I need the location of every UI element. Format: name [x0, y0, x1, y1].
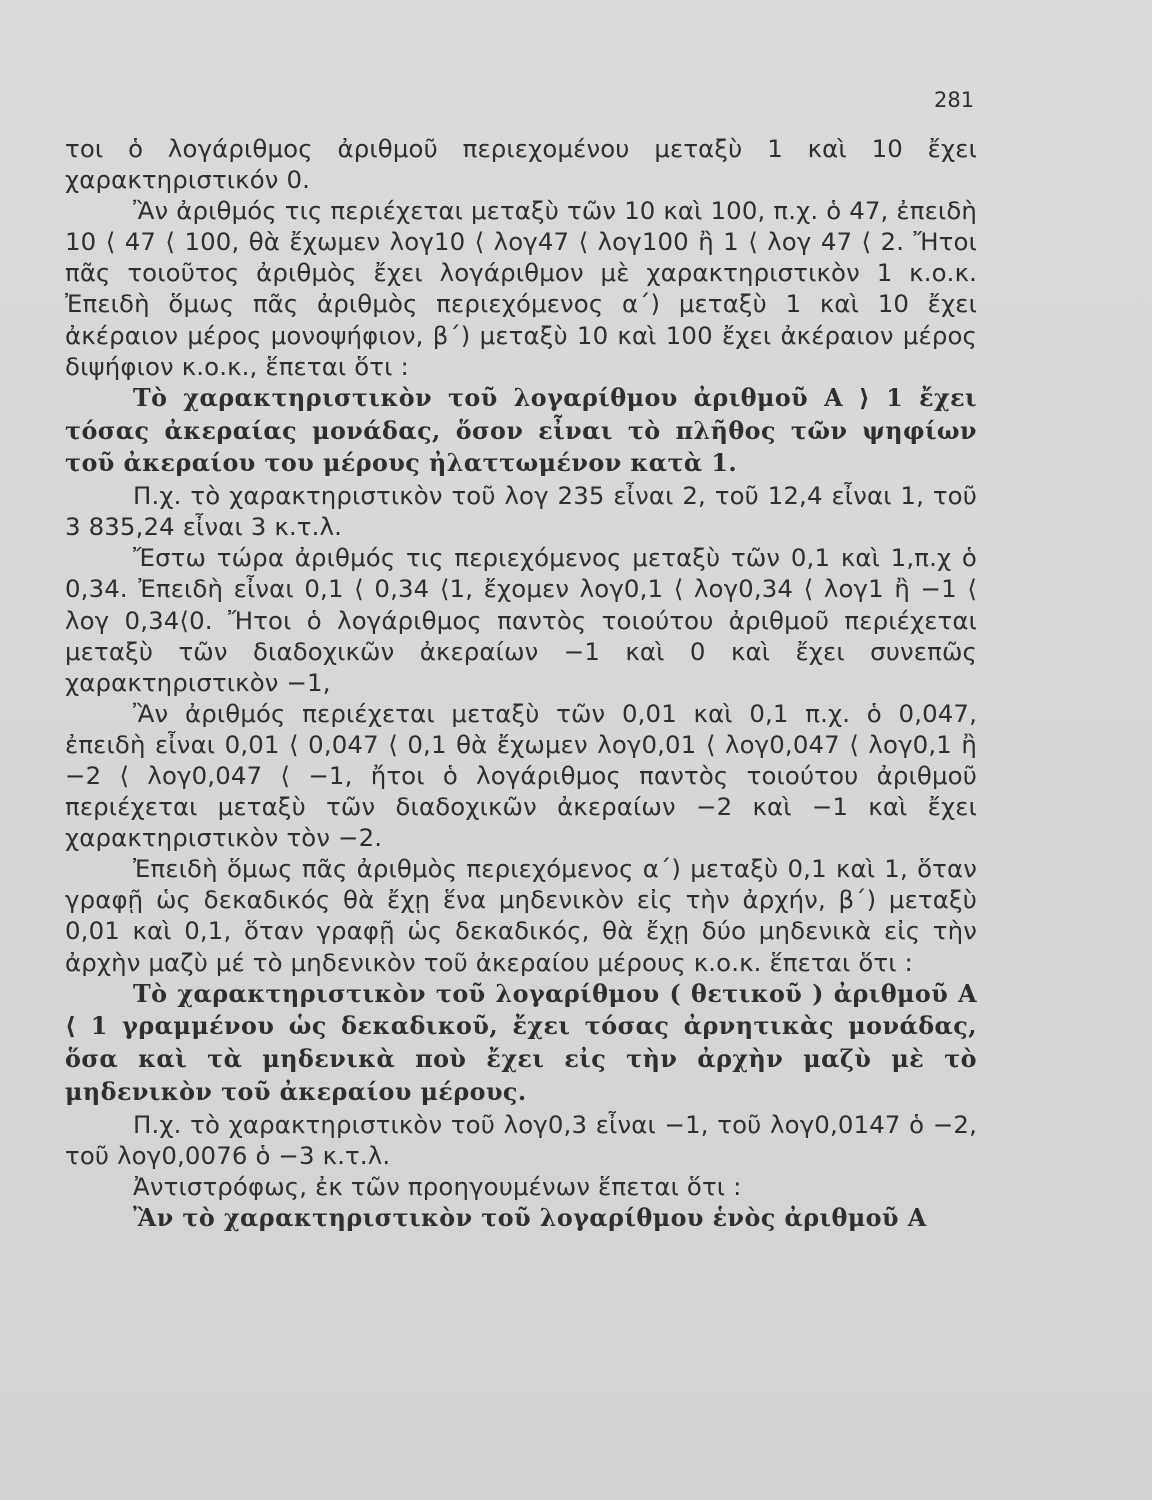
paragraph-conversely: Ἀντιστρόφως, ἐκ τῶν προηγουμένων ἕπεται ὅτι :	[133, 1172, 742, 1202]
example-negative: Π.χ. τὸ χαρακτηριστικὸν τοῦ λογ0,3 εἶναι −1, τοῦ λογ0,0147 ὁ −2, τοῦ λογ0,0076 ὁ −3 κ.τ.λ.	[65, 1109, 977, 1170]
paragraph-decimal-zeros: Ἐπειδὴ ὅμως πᾶς ἀριθμὸς περιεχόμενος α΄) μεταξὺ 0,1 καὶ 1, ὅταν γραφῇ ὡς δεκαδικός θὰ ἔχῃ ἕνα μηδενικὸν εἰς τὴν ἀρχήν, β΄) μεταξὺ 0,01 καὶ 0,1, ὅταν γραφῇ ὡς δεκαδικός, θὰ ἔχῃ δύο μηδενικὰ εἰς τὴν ἀρχὴν μαζὺ μέ τὸ μηδενικὸν τοῦ ἀκεραίου μέρους κ.ο.κ. ἕπεται ὅτι :	[65, 854, 977, 977]
example-positive: Π.χ. τὸ χαρακτηριστικὸν τοῦ λογ 235 εἶναι 2, τοῦ 12,4 εἶναι 1, τοῦ 3 835,24 εἶναι 3 κ.τ.λ.	[65, 481, 977, 542]
paragraph-range-0-1: Ἔστω τώρα ἀριθμός τις περιεχόμενος μεταξὺ τῶν 0,1 καὶ 1,π.χ ὁ 0,34. Ἐπειδὴ εἶναι 0,1 ⟨ 0,34 ⟨1, ἔχομεν λογ0,1 ⟨ λογ0,34 ⟨ λογ1 ἢ −1 ⟨ λογ 0,34⟨0. Ἤτοι ὁ λογάριθμος παντὸς τοιούτου ἀριθμοῦ περιέχεται μεταξὺ τῶν διαδοχικῶν ἀκεραίων −1 καὶ 0 καὶ ἔχει συνεπῶς χαρακτηριστικὸν −1,	[65, 543, 977, 697]
rule-positive-characteristic: Τὸ χαρακτηριστικὸν τοῦ λογαρίθμου ἀριθμοῦ Α ⟩ 1 ἔχει τόσας ἀκεραίας μονάδας, ὅσον εἶναι τὸ πλῆθος τῶν ψηφίων τοῦ ἀκεραίου του μέρους ἠλαττωμένον κατὰ 1.	[65, 383, 977, 478]
paragraph-range-10-100: Ἂν ἀριθμός τις περιέχεται μεταξὺ τῶν 10 καὶ 100, π.χ. ὁ 47, ἐπειδὴ 10 ⟨ 47 ⟨ 100, θὰ ἔχωμεν λογ10 ⟨ λογ47 ⟨ λογ100 ἢ 1 ⟨ λογ 47 ⟨ 2. Ἤτοι πᾶς τοιοῦτος ἀριθμὸς ἔχει λογάριθμον μὲ χαρακτηριστικὸν 1 κ.ο.κ. Ἐπειδὴ ὅμως πᾶς ἀριθμὸς περιεχόμενος α΄) μεταξὺ 1 καὶ 10 ἔχει ἀκέραιον μέρος μονοψήφιον, β΄) μεταξὺ 10 καὶ 100 ἔχει ἀκέραιον μέρος διψήφιον κ.ο.κ., ἕπεται ὅτι :	[65, 196, 977, 381]
body-text	[65, 133, 977, 1235]
paragraph-continuation: τοι ὁ λογάριθμος ἀριθμοῦ περιεχομένου μεταξὺ 1 καὶ 10 ἔχει χαρακτηριστικόν 0.	[65, 134, 977, 195]
rule-negative-characteristic: Τὸ χαρακτηριστικὸν τοῦ λογαρίθμου ( θετικοῦ ) ἀριθμοῦ Α ⟨ 1 γραμμένου ὡς δεκαδικοῦ, ἔχει τόσας ἀρνητικὰς μονάδας, ὅσα καὶ τὰ μηδενικὰ ποὺ ἔχει εἰς τὴν ἀρχὴν μαζὺ μὲ τὸ μηδενικὸν τοῦ ἀκεραίου μέρους.	[65, 979, 977, 1107]
page-number: 281	[934, 88, 975, 112]
paragraph-range-001-01: Ἂν ἀριθμός περιέχεται μεταξὺ τῶν 0,01 καὶ 0,1 π.χ. ὁ 0,047, ἐπειδὴ εἶναι 0,01 ⟨ 0,047 ⟨ 0,1 θὰ ἔχωμεν λογ0,01 ⟨ λογ0,047 ⟨ λογ0,1 ἢ −2 ⟨ λογ0,047 ⟨ −1, ἤτοι ὁ λογάριθμος παντὸς τοιούτου ἀριθμοῦ περιέχεται μεταξὺ τῶν διαδοχικῶν ἀκεραίων −2 καὶ −1 καὶ ἔχει χαρακτηριστικὸν τὸν −2.	[65, 698, 977, 853]
rule-converse-start: Ἂν τὸ χαρακτηριστικὸν τοῦ λογαρίθμου ἑνὸς ἀριθμοῦ Α	[133, 1204, 927, 1233]
